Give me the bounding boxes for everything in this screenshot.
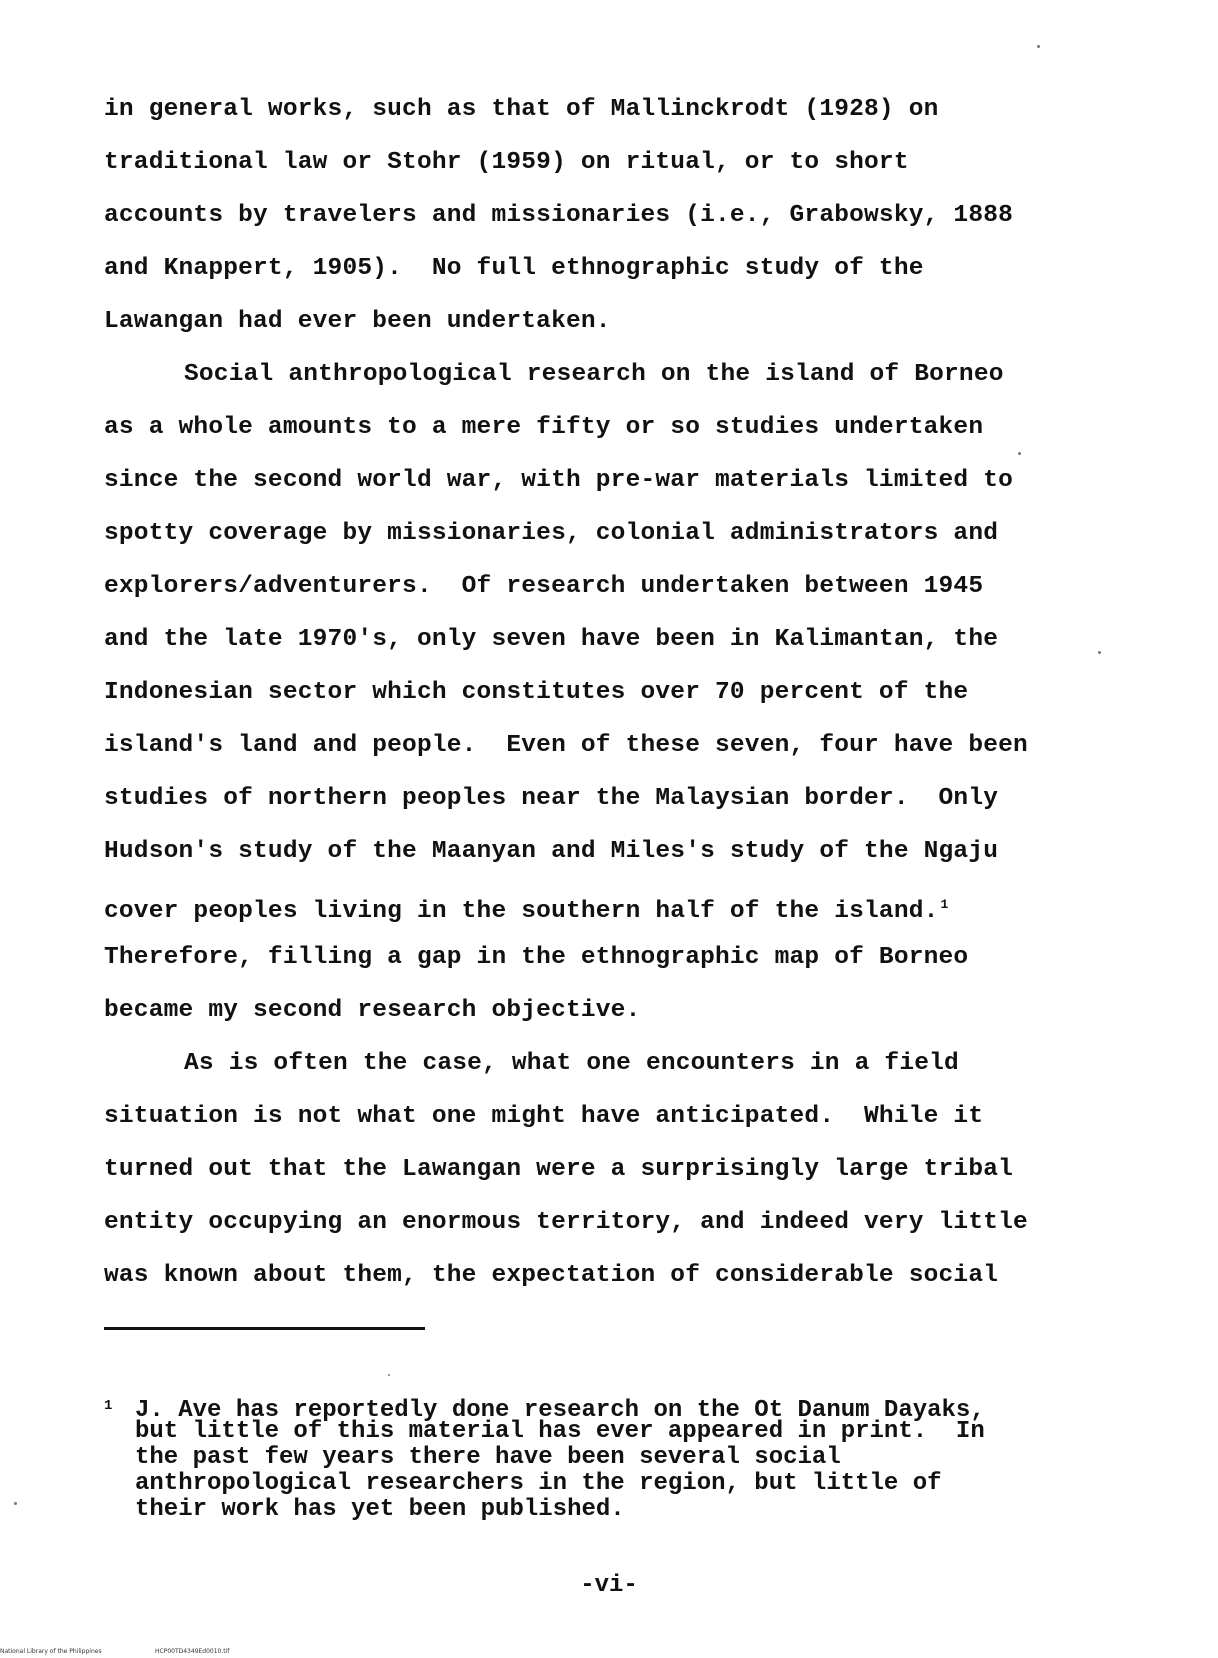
paragraph-start-line: As is often the case, what one encounters in a field bbox=[184, 1050, 959, 1077]
footnote-line: the past few years there have been several social bbox=[135, 1444, 841, 1471]
paragraph-start-line: Social anthropological research on the island of Borneo bbox=[184, 361, 1004, 388]
text-line: entity occupying an enormous territory, and indeed very little bbox=[104, 1209, 1028, 1236]
footer-file-id: HCP00TD4349Ed0010.tif bbox=[155, 1648, 230, 1655]
text-line: traditional law or Stohr (1959) on ritual, or to short bbox=[104, 149, 909, 176]
text-line: became my second research objective. bbox=[104, 997, 641, 1024]
text-line: Lawangan had ever been undertaken. bbox=[104, 308, 611, 335]
text-line-with-footnote bbox=[104, 878, 1124, 931]
scan-speck bbox=[1037, 45, 1040, 48]
footer-source: National Library of the Philippines bbox=[0, 1648, 102, 1655]
text-line: and the late 1970's, only seven have been in Kalimantan, the bbox=[104, 626, 999, 653]
footnote-line: their work has yet been published. bbox=[135, 1496, 625, 1523]
footnote-line-content: J. Ave has reportedly done research on the Ot Danum Dayaks, bbox=[135, 1397, 985, 1424]
text-line: was known about them, the expectation of considerable social bbox=[104, 1262, 999, 1289]
scan-speck bbox=[1018, 452, 1021, 455]
page-number: -vi- bbox=[580, 1572, 638, 1599]
text-line: explorers/adventurers. Of research undertaken between 1945 bbox=[104, 573, 984, 600]
text-line: turned out that the Lawangan were a surprisingly large tribal bbox=[104, 1156, 1014, 1183]
text-line: and Knappert, 1905). No full ethnographic study of the bbox=[104, 255, 924, 282]
footnote-divider bbox=[104, 1327, 425, 1330]
scan-speck bbox=[14, 1502, 17, 1505]
text-line: situation is not what one might have anticipated. While it bbox=[104, 1103, 984, 1130]
footnote-line: but little of this material has ever appeared in print. In bbox=[135, 1418, 985, 1445]
text-line: island's land and people. Even of these seven, four have been bbox=[104, 732, 1028, 759]
footnote-marker: 1 bbox=[104, 1398, 113, 1414]
text-line: Therefore, filling a gap in the ethnographic map of Borneo bbox=[104, 944, 969, 971]
scan-speck bbox=[1098, 651, 1101, 654]
text-line-content: cover peoples living in the southern half of the island. bbox=[104, 898, 939, 925]
text-line: spotty coverage by missionaries, colonial administrators and bbox=[104, 520, 999, 547]
text-line: since the second world war, with pre-war materials limited to bbox=[104, 467, 1014, 494]
text-line: accounts by travelers and missionaries (i.e., Grabowsky, 1888 bbox=[104, 202, 1014, 229]
scan-speck bbox=[388, 1374, 390, 1376]
text-line: Indonesian sector which constitutes over 70 percent of the bbox=[104, 679, 969, 706]
text-line: as a whole amounts to a mere fifty or so studies undertaken bbox=[104, 414, 984, 441]
footnote-line bbox=[104, 1393, 1124, 1424]
footnote-line: anthropological researchers in the region, but little of bbox=[135, 1470, 942, 1497]
text-line: in general works, such as that of Mallinckrodt (1928) on bbox=[104, 96, 939, 123]
text-line: Hudson's study of the Maanyan and Miles's study of the Ngaju bbox=[104, 838, 999, 865]
body-text bbox=[104, 83, 1124, 1302]
text-line: studies of northern peoples near the Malaysian border. Only bbox=[104, 785, 999, 812]
footnote-reference: 1 bbox=[940, 897, 949, 912]
footnote bbox=[104, 1393, 1124, 1523]
